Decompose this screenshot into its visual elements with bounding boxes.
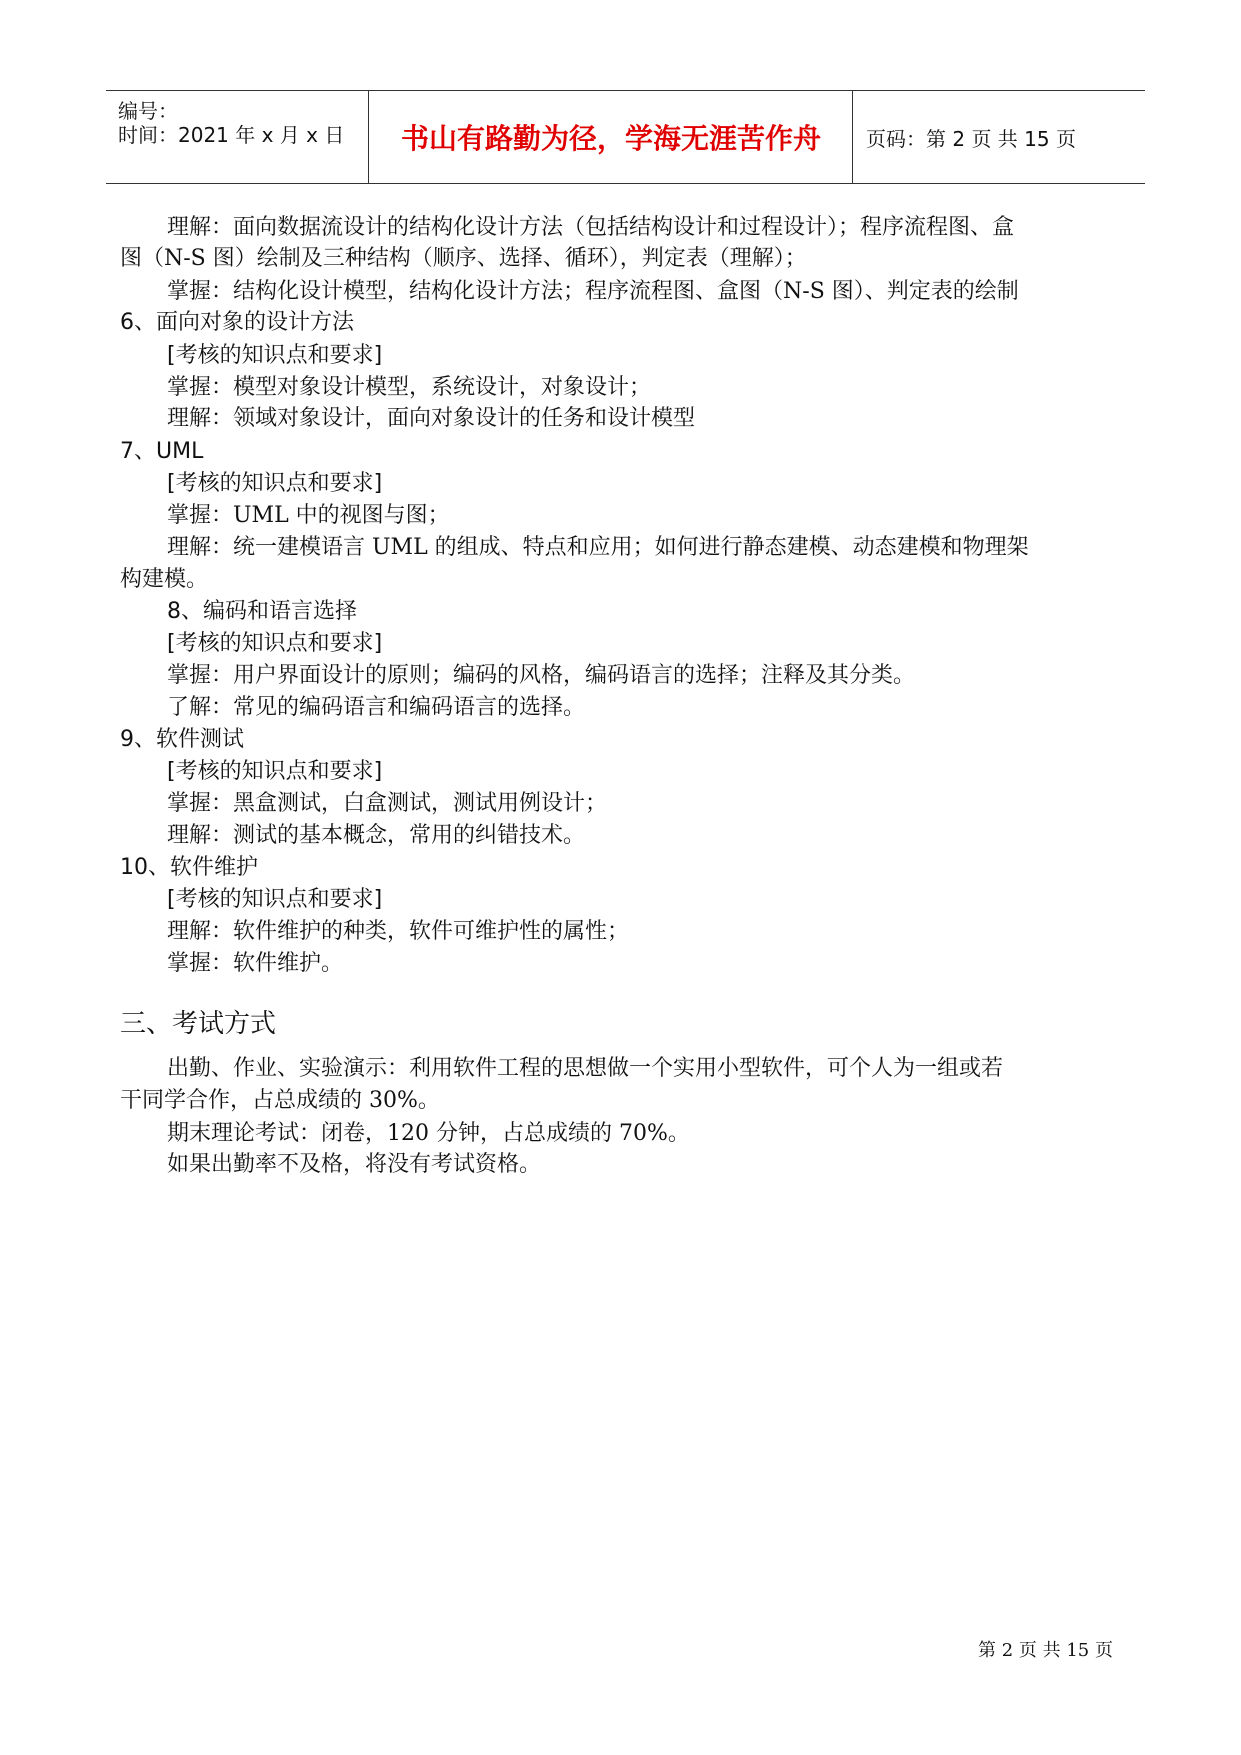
page-footer: 第 2 页 共 15 页 bbox=[978, 1640, 1113, 1661]
term-label: 掌握： bbox=[167, 791, 234, 816]
requirements-label: [考核的知识点和要求] bbox=[167, 631, 383, 656]
term-label: 了解： bbox=[167, 695, 234, 720]
section-title: 7、UML bbox=[120, 439, 204, 464]
page-info: 页码：第 2 页 共 15 页 bbox=[866, 127, 1076, 151]
requirements-label: [考核的知识点和要求] bbox=[167, 471, 383, 496]
term-label: 理解： bbox=[167, 406, 234, 431]
term-label: 出勤、作业、实验演示： bbox=[167, 1056, 410, 1081]
paragraph-line: 如果出勤率不及格，将没有考试资格。 bbox=[167, 1152, 542, 1177]
paragraph-line bbox=[167, 789, 607, 819]
line-text: 常见的编码语言和编码语言的选择。 bbox=[233, 695, 586, 720]
paragraph-line bbox=[167, 277, 1019, 307]
term-label: 期末理论考试： bbox=[167, 1121, 322, 1146]
time-label: 时间：2021 年 x 月 x 日 bbox=[118, 123, 345, 147]
paragraph-line bbox=[167, 373, 651, 403]
section-title: 6、面向对象的设计方法 bbox=[120, 310, 354, 335]
term-label: 掌握： bbox=[167, 663, 234, 688]
line-text: 测试的基本概念，常用的纠错技术。 bbox=[233, 823, 586, 848]
line-text: 模型对象设计模型，系统设计，对象设计； bbox=[233, 375, 652, 400]
line-text: 利用软件工程的思想做一个实用小型软件，可个人为一组或若 bbox=[409, 1056, 1004, 1081]
term-label: 掌握： bbox=[167, 279, 234, 304]
requirements-label: [考核的知识点和要求] bbox=[167, 759, 383, 784]
paragraph-line bbox=[167, 661, 915, 691]
paragraph-line: 图（N-S 图）绘制及三种结构（顺序、选择、循环），判定表（理解）； bbox=[120, 246, 807, 271]
section-heading-exam: 三、考试方式 bbox=[120, 1009, 277, 1039]
term-label: 掌握： bbox=[167, 375, 234, 400]
paragraph-line bbox=[167, 501, 450, 531]
line-text: 黑盒测试，白盒测试，测试用例设计； bbox=[233, 791, 608, 816]
term-label: 掌握： bbox=[167, 503, 234, 528]
term-label: 理解： bbox=[167, 535, 234, 560]
paragraph-line: 干同学合作，占总成绩的 30%。 bbox=[120, 1088, 440, 1113]
paragraph-line bbox=[167, 821, 585, 851]
header-table bbox=[106, 90, 1145, 184]
term-label: 掌握： bbox=[167, 951, 234, 976]
term-label: 理解： bbox=[167, 919, 234, 944]
number-label: 编号： bbox=[118, 99, 178, 123]
line-text: 领域对象设计，面向对象设计的任务和设计模型 bbox=[233, 406, 696, 431]
header-left-cell bbox=[106, 91, 369, 183]
header-right-cell bbox=[854, 91, 1144, 183]
section-title: 8、编码和语言选择 bbox=[167, 599, 357, 624]
paragraph-line bbox=[167, 1054, 1003, 1084]
paragraph-line: 构建模。 bbox=[120, 567, 209, 592]
term-label: 理解： bbox=[167, 215, 234, 240]
requirements-label: [考核的知识点和要求] bbox=[167, 887, 383, 912]
term-label: 理解： bbox=[167, 823, 234, 848]
paragraph-line bbox=[167, 693, 585, 723]
line-text: UML 中的视图与图； bbox=[233, 503, 450, 528]
paragraph-line bbox=[167, 949, 343, 979]
paragraph-line bbox=[167, 1119, 690, 1149]
requirements-label: [考核的知识点和要求] bbox=[167, 343, 383, 368]
motto: 书山有路勤为径，学海无涯苦作舟 bbox=[400, 122, 821, 155]
section-title: 10、软件维护 bbox=[120, 855, 258, 880]
line-text: 统一建模语言 UML 的组成、特点和应用；如何进行静态建模、动态建模和物理架 bbox=[233, 535, 1029, 560]
line-text: 闭卷，120 分钟，占总成绩的 70%。 bbox=[321, 1121, 690, 1146]
paragraph-line bbox=[167, 213, 1014, 243]
line-text: 软件维护。 bbox=[233, 951, 344, 976]
header-middle-cell bbox=[370, 91, 853, 183]
paragraph-line bbox=[167, 404, 695, 434]
paragraph-line bbox=[167, 533, 1029, 563]
section-title: 9、软件测试 bbox=[120, 727, 244, 752]
line-text: 用户界面设计的原则；编码的风格，编码语言的选择；注释及其分类。 bbox=[233, 663, 916, 688]
line-text: 面向数据流设计的结构化设计方法（包括结构设计和过程设计）；程序流程图、盒 bbox=[233, 215, 1015, 240]
line-text: 结构化设计模型，结构化设计方法；程序流程图、盒图（N-S 图）、判定表的绘制 bbox=[233, 279, 1019, 304]
line-text: 软件维护的种类，软件可维护性的属性； bbox=[233, 919, 630, 944]
paragraph-line bbox=[167, 917, 629, 947]
